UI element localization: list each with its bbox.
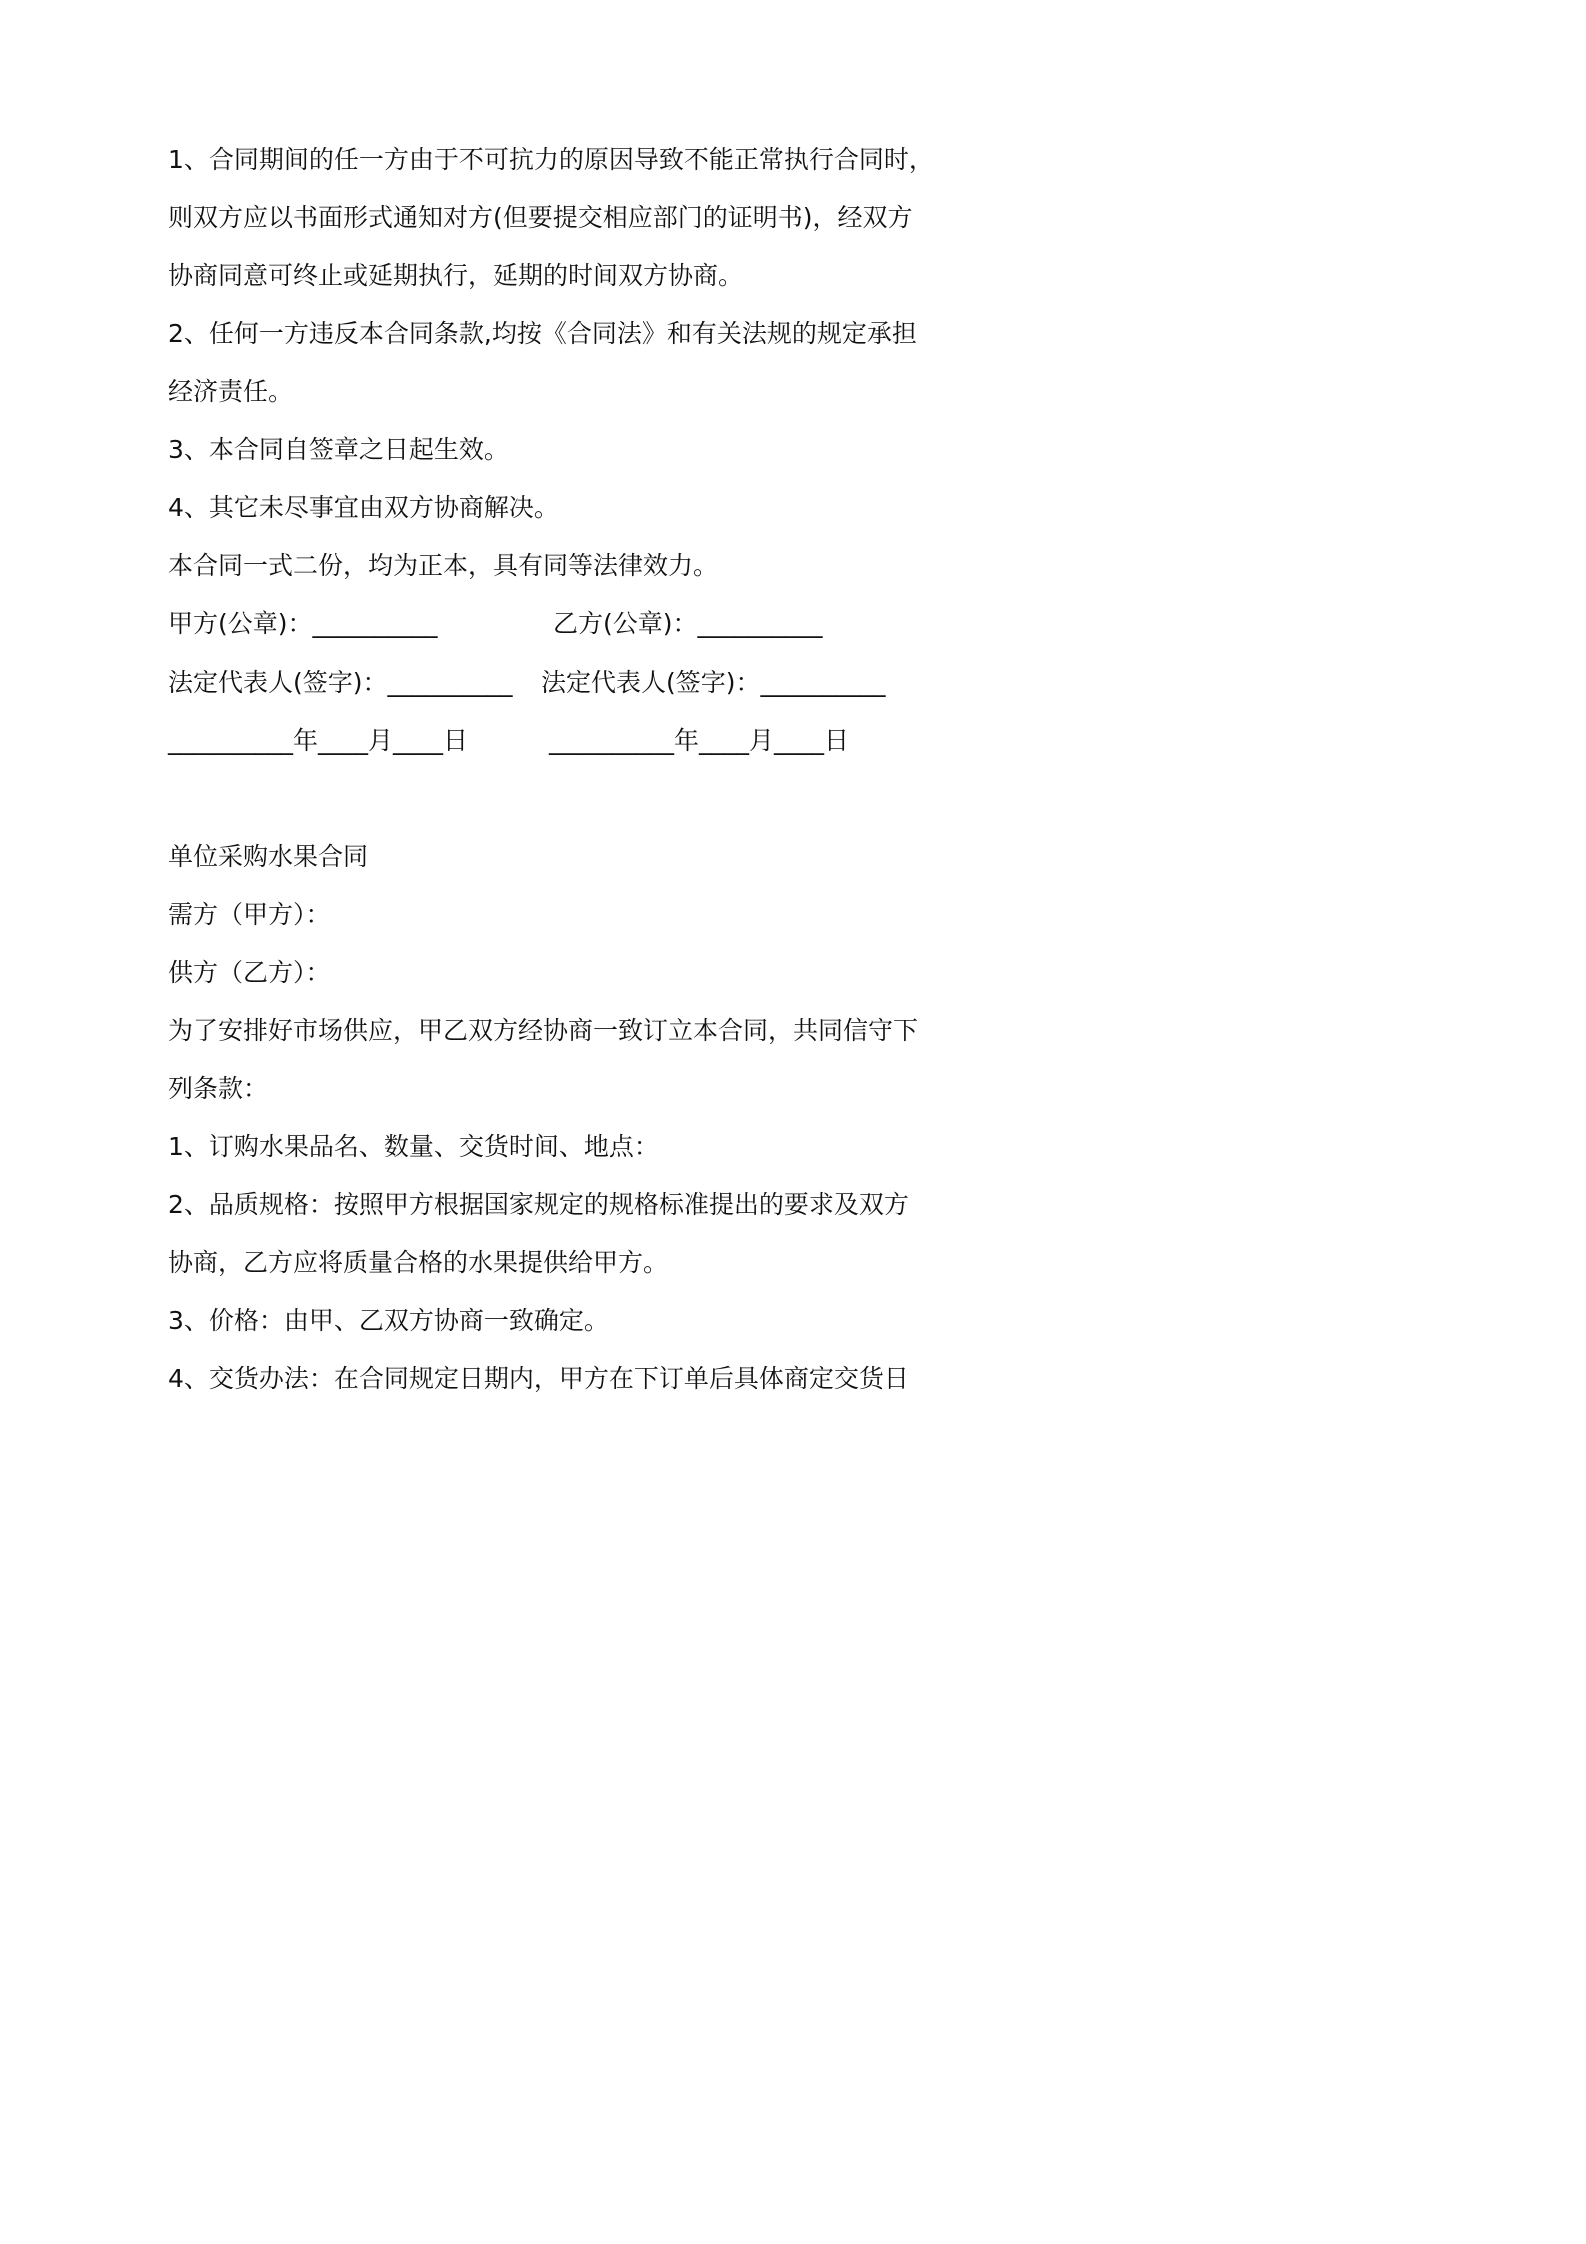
term-1: 1、订购水果品名、数量、交货时间、地点： xyxy=(168,1132,659,1161)
clause-1-line-3: 协商同意可终止或延期执行，延期的时间双方协商。 xyxy=(168,261,744,290)
clause-4: 4、其它未尽事宜由双方协商解决。 xyxy=(168,493,559,522)
clause-3: 3、本合同自签章之日起生效。 xyxy=(168,435,509,464)
document-page xyxy=(0,0,1105,1567)
buyer-party-a: 需方（甲方）： xyxy=(168,900,331,929)
clause-1-line-2: 则双方应以书面形式通知对方(但要提交相应部门的证明书)，经双方 xyxy=(168,203,913,232)
term-4-line-1: 4、交货办法：在合同规定日期内，甲方在下订单后具体商定交货日 xyxy=(168,1364,909,1393)
party-a-date-field: __________年____月____日 xyxy=(168,726,469,755)
preamble-line-1: 为了安排好市场供应，甲乙双方经协商一致订立本合同，共同信守下 xyxy=(168,1016,919,1045)
supplier-party-b: 供方（乙方）： xyxy=(168,958,331,987)
party-b-date-field: __________年____月____日 xyxy=(549,726,850,755)
contract-title: 单位采购水果合同 xyxy=(168,842,369,871)
clause-1-line-1: 1、合同期间的任一方由于不可抗力的原因导致不能正常执行合同时， xyxy=(168,145,934,174)
preamble-line-2: 列条款： xyxy=(168,1074,269,1103)
party-b-seal-field: 乙方(公章)：__________ xyxy=(553,609,823,638)
copies-statement: 本合同一式二份，均为正本，具有同等法律效力。 xyxy=(168,551,719,580)
clause-2-line-2: 经济责任。 xyxy=(168,377,294,406)
party-a-rep-field: 法定代表人(签字)：__________ xyxy=(168,668,513,697)
term-2-line-2: 协商，乙方应将质量合格的水果提供给甲方。 xyxy=(168,1248,669,1277)
party-b-rep-field: 法定代表人(签字)：__________ xyxy=(541,668,886,697)
term-2-line-1: 2、品质规格：按照甲方根据国家规定的规格标准提出的要求及双方 xyxy=(168,1190,909,1219)
party-a-seal-field: 甲方(公章)：__________ xyxy=(168,609,438,638)
clause-2-line-1: 2、任何一方违反本合同条款,均按《合同法》和有关法规的规定承担 xyxy=(168,319,917,348)
term-3: 3、价格：由甲、乙双方协商一致确定。 xyxy=(168,1306,609,1335)
